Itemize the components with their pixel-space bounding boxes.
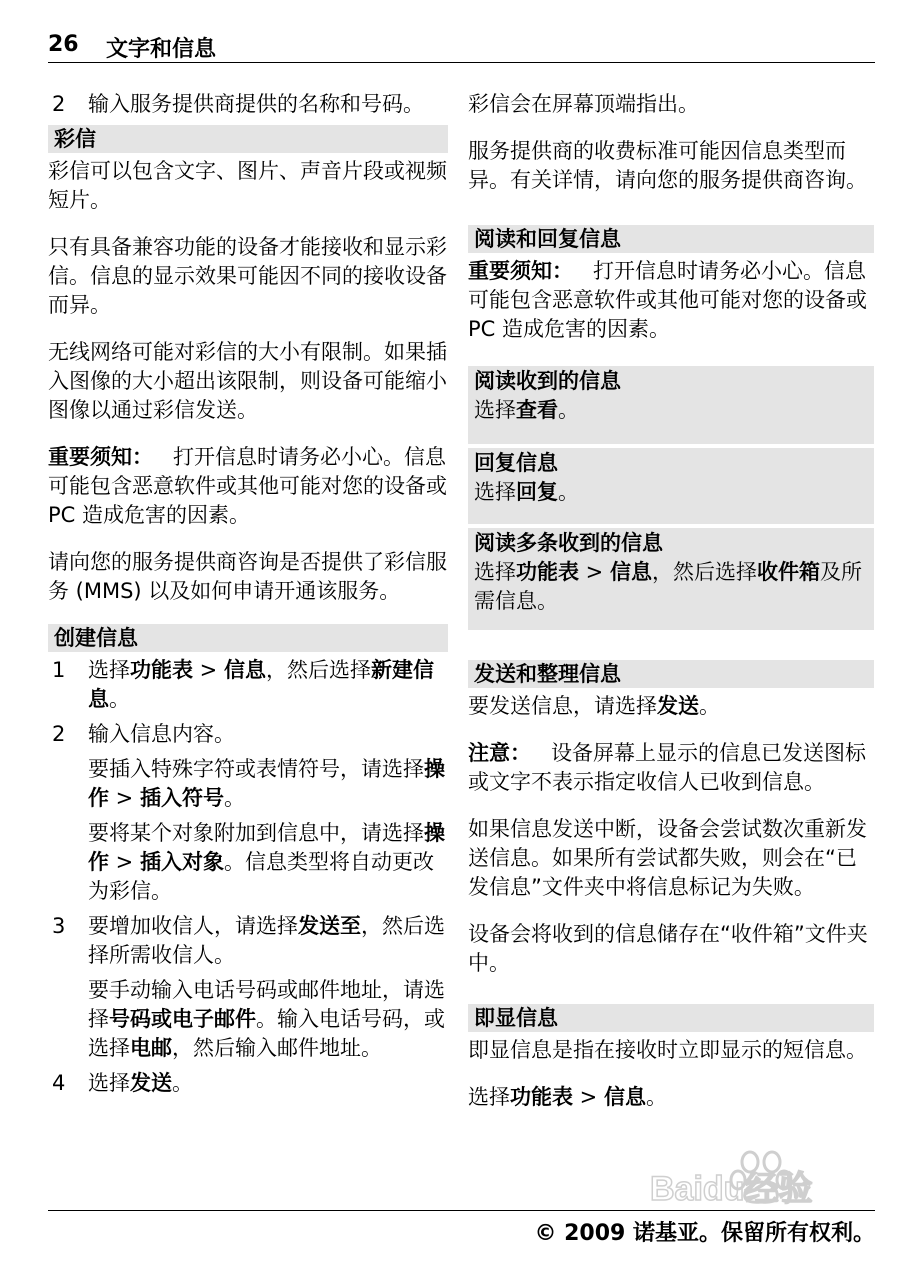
paragraph: 彩信会在屏幕顶端指出。 xyxy=(468,92,699,116)
text-run: 要手动输入电话号码或邮件地址，请选择 xyxy=(88,978,445,1031)
menu-term: 收件箱 xyxy=(756,560,820,584)
text-run: 选择 xyxy=(474,560,516,584)
warning-text: 打开信息时请务必小心。信息可能包含恶意软件或其他可能对您的设备或 PC 造成危害的因素。 xyxy=(48,445,447,527)
menu-term: 号码或电子邮件 xyxy=(109,1007,256,1031)
text-run: 。 xyxy=(109,687,130,711)
page-header xyxy=(48,30,875,63)
chapter-title: 文字和信息 xyxy=(106,37,217,62)
menu-term: 信息 xyxy=(609,560,652,584)
text-run: 。输入电话号码，或选择 xyxy=(88,1007,445,1060)
text-run: 。 xyxy=(172,1071,193,1095)
menu-term: 操作 xyxy=(88,757,445,810)
paragraph: 请向您的服务提供商咨询是否提供了彩信服务 (MMS) 以及如何申请开通该服务。 xyxy=(48,550,447,603)
menu-term: 发送 xyxy=(657,694,699,718)
menu-term: 插入对象 xyxy=(139,850,224,874)
step-subtext xyxy=(88,819,448,906)
separator: > xyxy=(193,658,224,682)
text-run: 。 xyxy=(645,1085,667,1109)
menu-term: 发送至 xyxy=(298,914,361,938)
paragraph: 彩信可以包含文字、图片、声音片段或视频短片。 xyxy=(48,159,447,212)
paragraph: 如果信息发送中断，设备会尝试数次重新发送信息。如果所有尝试都失败，则会在“已发信息”文件夹中将信息标记为失败。 xyxy=(468,817,867,899)
menu-term: 查看 xyxy=(516,398,558,422)
warning-label: 重要须知： xyxy=(48,445,153,469)
menu-term: 操作 xyxy=(88,821,445,874)
text-run: ，然后选择 xyxy=(651,560,757,584)
text-run: 及所需信息。 xyxy=(474,560,862,613)
step-number: 2 xyxy=(52,722,66,746)
paragraph: 即显信息是指在接收时立即显示的短信息。 xyxy=(468,1038,867,1062)
subsection-heading: 阅读多条收到的信息 xyxy=(474,531,663,555)
step-subtext xyxy=(88,755,448,813)
subsection-heading: 阅读收到的信息 xyxy=(474,369,621,393)
step-number: 1 xyxy=(52,658,66,682)
note-paragraph xyxy=(468,739,874,797)
watermark-text: Baidu经验 xyxy=(650,1170,813,1208)
step-text xyxy=(88,656,448,714)
section-heading-send: 发送和整理信息 xyxy=(468,660,874,688)
text-run: 选择 xyxy=(474,398,516,422)
menu-term: 插入符号 xyxy=(139,786,224,810)
note-label: 注意： xyxy=(468,741,531,765)
paragraph xyxy=(468,692,874,721)
warning-label: 重要须知： xyxy=(468,259,573,283)
intro-steps xyxy=(48,90,448,119)
paragraph: 服务提供商的收费标准可能因信息类型而异。有关详情，请向您的服务提供商咨询。 xyxy=(468,139,867,192)
step-item xyxy=(48,1069,448,1098)
separator: > xyxy=(579,560,610,584)
separator: > xyxy=(109,850,140,874)
subsection-text xyxy=(474,396,868,425)
paw-watermark-icon xyxy=(650,1150,865,1210)
page-number: 26 xyxy=(48,32,79,57)
warning-paragraph xyxy=(468,257,874,344)
step-number: 4 xyxy=(52,1071,66,1095)
menu-term: 新建信息 xyxy=(88,658,434,711)
text-run: 要将某个对象附加到信息中，请选择 xyxy=(88,821,424,845)
step-item xyxy=(48,90,448,119)
menu-term: 功能表 xyxy=(510,1085,573,1109)
text-run: ，然后选择 xyxy=(265,658,371,682)
section-heading-read: 阅读和回复信息 xyxy=(468,225,874,253)
baidu-watermark-logo xyxy=(650,1150,865,1210)
step-subtext xyxy=(88,976,448,1063)
paragraph xyxy=(468,1083,874,1112)
section-heading-flash: 即显信息 xyxy=(468,1004,874,1032)
text-run: 选择 xyxy=(468,1085,510,1109)
menu-term: 信息 xyxy=(603,1085,646,1109)
paragraph: 只有具备兼容功能的设备才能接收和显示彩信。信息的显示效果可能因不同的接收设备而异。 xyxy=(48,235,447,317)
step-text: 输入服务提供商提供的名称和号码。 xyxy=(88,92,424,116)
subsection-box-read-multiple xyxy=(468,528,874,630)
menu-term: 信息 xyxy=(223,658,266,682)
menu-term: 回复 xyxy=(516,480,558,504)
text-run: 要插入特殊字符或表情符号，请选择 xyxy=(88,757,424,781)
text-run: 选择 xyxy=(474,480,516,504)
text-run: ，然后输入邮件地址。 xyxy=(172,1036,382,1060)
text-run: 选择 xyxy=(88,1071,130,1095)
subsection-heading: 回复信息 xyxy=(474,451,558,475)
paragraph: 设备会将收到的信息储存在“收件箱”文件夹中。 xyxy=(468,922,868,975)
subsection-text xyxy=(474,558,868,616)
text-run: 要发送信息，请选择 xyxy=(468,694,657,718)
text-run: 。 xyxy=(223,786,245,810)
text-run: 。信息类型将自动更改为彩信。 xyxy=(88,850,434,903)
menu-term: 发送 xyxy=(130,1071,172,1095)
paragraph: 无线网络可能对彩信的大小有限制。如果插入图像的大小超出该限制，则设备可能缩小图像以通过彩信发送。 xyxy=(48,340,447,422)
warning-text: 打开信息时请务必小心。信息可能包含恶意软件或其他可能对您的设备或 PC 造成危害的因素。 xyxy=(468,259,867,341)
create-steps xyxy=(48,656,448,1098)
separator: > xyxy=(573,1085,604,1109)
text-run: 。 xyxy=(558,480,579,504)
copyright-notice: © 2009 诺基亚。保留所有权利。 xyxy=(534,1221,875,1246)
menu-term: 功能表 xyxy=(516,560,579,584)
step-number: 3 xyxy=(52,914,66,938)
step-number: 2 xyxy=(52,92,66,116)
section-heading-mms: 彩信 xyxy=(48,125,448,153)
subsection-box-reply xyxy=(468,448,874,524)
text-run: 。 xyxy=(699,694,720,718)
step-item xyxy=(48,912,448,1063)
left-column xyxy=(48,90,448,1104)
step-text: 输入信息内容。 xyxy=(88,722,235,746)
text-run: 要增加收信人，请选择 xyxy=(88,914,298,938)
warning-paragraph xyxy=(48,443,448,530)
step-item xyxy=(48,720,448,906)
section-heading-create: 创建信息 xyxy=(48,624,448,652)
right-column xyxy=(468,90,874,1112)
note-text: 设备屏幕上显示的信息已发送图标或文字不表示指定收信人已收到信息。 xyxy=(468,741,867,794)
subsection-text xyxy=(474,478,868,507)
separator: > xyxy=(109,786,140,810)
step-item xyxy=(48,656,448,714)
text-run: ，然后选择所需收信人。 xyxy=(88,914,445,967)
step-text xyxy=(88,1069,448,1098)
step-text xyxy=(88,912,448,970)
text-run: 选择 xyxy=(88,658,130,682)
subsection-box-read-received xyxy=(468,366,874,444)
text-run: 。 xyxy=(558,398,579,422)
menu-term: 电邮 xyxy=(130,1036,172,1060)
menu-term: 功能表 xyxy=(130,658,193,682)
footer-rule xyxy=(48,1210,875,1211)
